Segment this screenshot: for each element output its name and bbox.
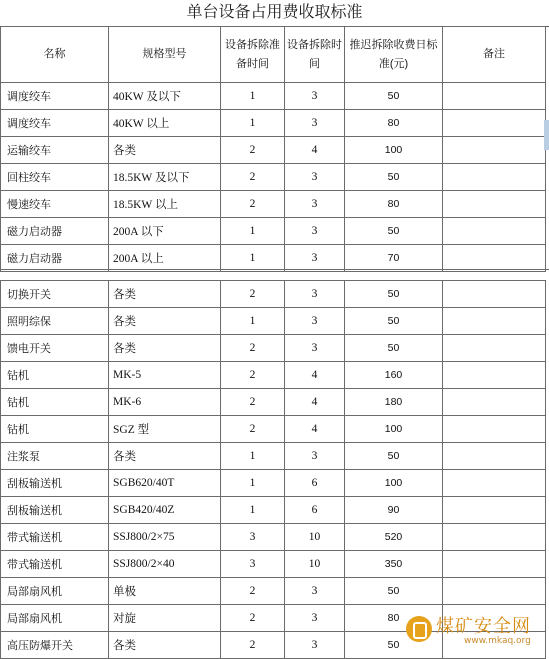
cell-prep-time: 1 (221, 308, 285, 335)
cell-spec: MK-6 (109, 389, 221, 416)
watermark-url: www.mkaq.org (464, 636, 531, 646)
cell-spec: 各类 (109, 443, 221, 470)
cell-name: 钻机 (1, 416, 109, 443)
table-row (1, 308, 546, 335)
cell-note (443, 218, 546, 245)
cell-note (443, 164, 546, 191)
cell-fee: 50 (345, 335, 443, 362)
cell-name: 回柱绞车 (1, 164, 109, 191)
cell-note (443, 362, 546, 389)
cell-fee: 90 (345, 497, 443, 524)
table-row (1, 524, 546, 551)
cell-spec: SSJ800/2×75 (109, 524, 221, 551)
cell-name: 刮板输送机 (1, 497, 109, 524)
cell-note (443, 83, 546, 110)
cell-fee: 50 (345, 443, 443, 470)
cell-fee: 100 (345, 416, 443, 443)
cell-remove-time: 3 (285, 578, 345, 605)
cell-remove-time: 3 (285, 218, 345, 245)
cell-fee: 80 (345, 605, 443, 632)
cell-fee: 80 (345, 110, 443, 137)
cell-note (443, 110, 546, 137)
cell-remove-time: 3 (285, 632, 345, 659)
cell-remove-time: 10 (285, 551, 345, 578)
table-row (1, 497, 546, 524)
table-row (1, 164, 546, 191)
cell-fee: 100 (345, 470, 443, 497)
cell-remove-time: 6 (285, 497, 345, 524)
cell-prep-time: 2 (221, 362, 285, 389)
fee-table-bottom (0, 280, 546, 659)
cell-prep-time: 1 (221, 470, 285, 497)
cell-fee: 50 (345, 308, 443, 335)
cell-prep-time: 1 (221, 83, 285, 110)
cell-spec: 各类 (109, 281, 221, 308)
table-row (1, 362, 546, 389)
table-row (1, 551, 546, 578)
table-row (1, 83, 546, 110)
cell-spec: 单极 (109, 578, 221, 605)
cell-remove-time: 3 (285, 281, 345, 308)
cell-remove-time: 3 (285, 308, 345, 335)
header-row (1, 27, 546, 83)
cell-prep-time: 2 (221, 389, 285, 416)
cell-prep-time: 2 (221, 605, 285, 632)
cell-fee: 520 (345, 524, 443, 551)
cell-name: 运输绞车 (1, 137, 109, 164)
table-row (1, 389, 546, 416)
cell-note (443, 389, 546, 416)
cell-remove-time: 10 (285, 524, 345, 551)
table-row (1, 191, 546, 218)
cell-spec: 各类 (109, 335, 221, 362)
cell-name: 慢速绞车 (1, 191, 109, 218)
cell-spec: SGZ 型 (109, 416, 221, 443)
cell-note (443, 308, 546, 335)
cell-spec: SSJ800/2×40 (109, 551, 221, 578)
cell-name: 局部扇风机 (1, 578, 109, 605)
cell-note (443, 470, 546, 497)
cell-name: 注浆泵 (1, 443, 109, 470)
cell-prep-time: 1 (221, 497, 285, 524)
cell-name: 局部扇风机 (1, 605, 109, 632)
table-row (1, 335, 546, 362)
header-note: 备注 (443, 27, 546, 83)
cell-fee: 160 (345, 362, 443, 389)
cell-remove-time: 3 (285, 245, 345, 272)
cell-prep-time: 3 (221, 524, 285, 551)
cell-note (443, 578, 546, 605)
cell-prep-time: 2 (221, 335, 285, 362)
watermark-text: 煤矿安全网 (436, 616, 531, 637)
cell-fee: 50 (345, 578, 443, 605)
cell-note (443, 524, 546, 551)
cell-remove-time: 4 (285, 362, 345, 389)
cell-spec: SGB620/40T (109, 470, 221, 497)
cell-remove-time: 4 (285, 389, 345, 416)
table-title: 单台设备占用费收取标准 (186, 4, 363, 21)
header-fee: 推迟拆除收费日标准(元) (345, 27, 443, 83)
cell-prep-time: 1 (221, 245, 285, 272)
cell-spec: 200A 以下 (109, 218, 221, 245)
table-row (1, 245, 546, 272)
cell-note (443, 281, 546, 308)
header-prep-time: 设备拆除准备时间 (221, 27, 285, 83)
table-row (1, 416, 546, 443)
cell-name: 调度绞车 (1, 83, 109, 110)
scroll-marker[interactable] (544, 120, 549, 150)
cell-remove-time: 4 (285, 137, 345, 164)
cell-note (443, 245, 546, 272)
cell-remove-time: 3 (285, 110, 345, 137)
cell-name: 带式输送机 (1, 524, 109, 551)
cell-prep-time: 2 (221, 281, 285, 308)
cell-name: 带式输送机 (1, 551, 109, 578)
cell-remove-time: 4 (285, 416, 345, 443)
cell-name: 馈电开关 (1, 335, 109, 362)
cell-name: 磁力启动器 (1, 218, 109, 245)
cell-note (443, 335, 546, 362)
cell-spec: 18.5KW 及以下 (109, 164, 221, 191)
cell-remove-time: 3 (285, 83, 345, 110)
cell-spec: MK-5 (109, 362, 221, 389)
table-row (1, 470, 546, 497)
table-row (1, 578, 546, 605)
cell-prep-time: 2 (221, 137, 285, 164)
table-row (1, 137, 546, 164)
cell-remove-time: 3 (285, 164, 345, 191)
cell-note (443, 551, 546, 578)
cell-prep-time: 3 (221, 551, 285, 578)
cell-spec: 对旋 (109, 605, 221, 632)
cell-name: 高压防爆开关 (1, 632, 109, 659)
cell-fee: 50 (345, 164, 443, 191)
cell-prep-time: 2 (221, 632, 285, 659)
cell-fee: 50 (345, 632, 443, 659)
cell-name: 切换开关 (1, 281, 109, 308)
cell-spec: 40KW 以上 (109, 110, 221, 137)
cell-prep-time: 1 (221, 218, 285, 245)
header-remove-time: 设备拆除时间 (285, 27, 345, 83)
cell-note (443, 416, 546, 443)
cell-fee: 100 (345, 137, 443, 164)
header-spec: 规格型号 (109, 27, 221, 83)
cell-fee: 50 (345, 281, 443, 308)
header-name: 名称 (1, 27, 109, 83)
cell-spec: 40KW 及以下 (109, 83, 221, 110)
cell-note (443, 497, 546, 524)
cell-note (443, 443, 546, 470)
cell-note (443, 137, 546, 164)
cell-remove-time: 3 (285, 191, 345, 218)
table-row (1, 281, 546, 308)
cell-remove-time: 3 (285, 443, 345, 470)
mine-logo-icon (406, 616, 432, 642)
section-divider (0, 269, 549, 270)
table-row (1, 443, 546, 470)
cell-fee: 50 (345, 83, 443, 110)
cell-prep-time: 1 (221, 443, 285, 470)
cell-name: 钻机 (1, 362, 109, 389)
table-row (1, 110, 546, 137)
cell-name: 调度绞车 (1, 110, 109, 137)
cell-fee: 180 (345, 389, 443, 416)
cell-remove-time: 3 (285, 605, 345, 632)
cell-name: 刮板输送机 (1, 470, 109, 497)
cell-name: 磁力启动器 (1, 245, 109, 272)
cell-remove-time: 3 (285, 335, 345, 362)
cell-spec: 各类 (109, 308, 221, 335)
watermark-logo (406, 610, 546, 654)
cell-note (443, 191, 546, 218)
cell-name: 照明综保 (1, 308, 109, 335)
cell-prep-time: 1 (221, 110, 285, 137)
cell-prep-time: 2 (221, 191, 285, 218)
cell-fee: 350 (345, 551, 443, 578)
cell-name: 钻机 (1, 389, 109, 416)
cell-spec: 18.5KW 以上 (109, 191, 221, 218)
cell-spec: 各类 (109, 137, 221, 164)
table-row (1, 218, 546, 245)
fee-table-top (0, 26, 546, 272)
cell-fee: 80 (345, 191, 443, 218)
cell-remove-time: 6 (285, 470, 345, 497)
cell-prep-time: 2 (221, 578, 285, 605)
cell-spec: SGB420/40Z (109, 497, 221, 524)
cell-fee: 50 (345, 218, 443, 245)
cell-spec: 各类 (109, 632, 221, 659)
cell-spec: 200A 以上 (109, 245, 221, 272)
cell-prep-time: 2 (221, 416, 285, 443)
cell-prep-time: 2 (221, 164, 285, 191)
cell-fee: 70 (345, 245, 443, 272)
